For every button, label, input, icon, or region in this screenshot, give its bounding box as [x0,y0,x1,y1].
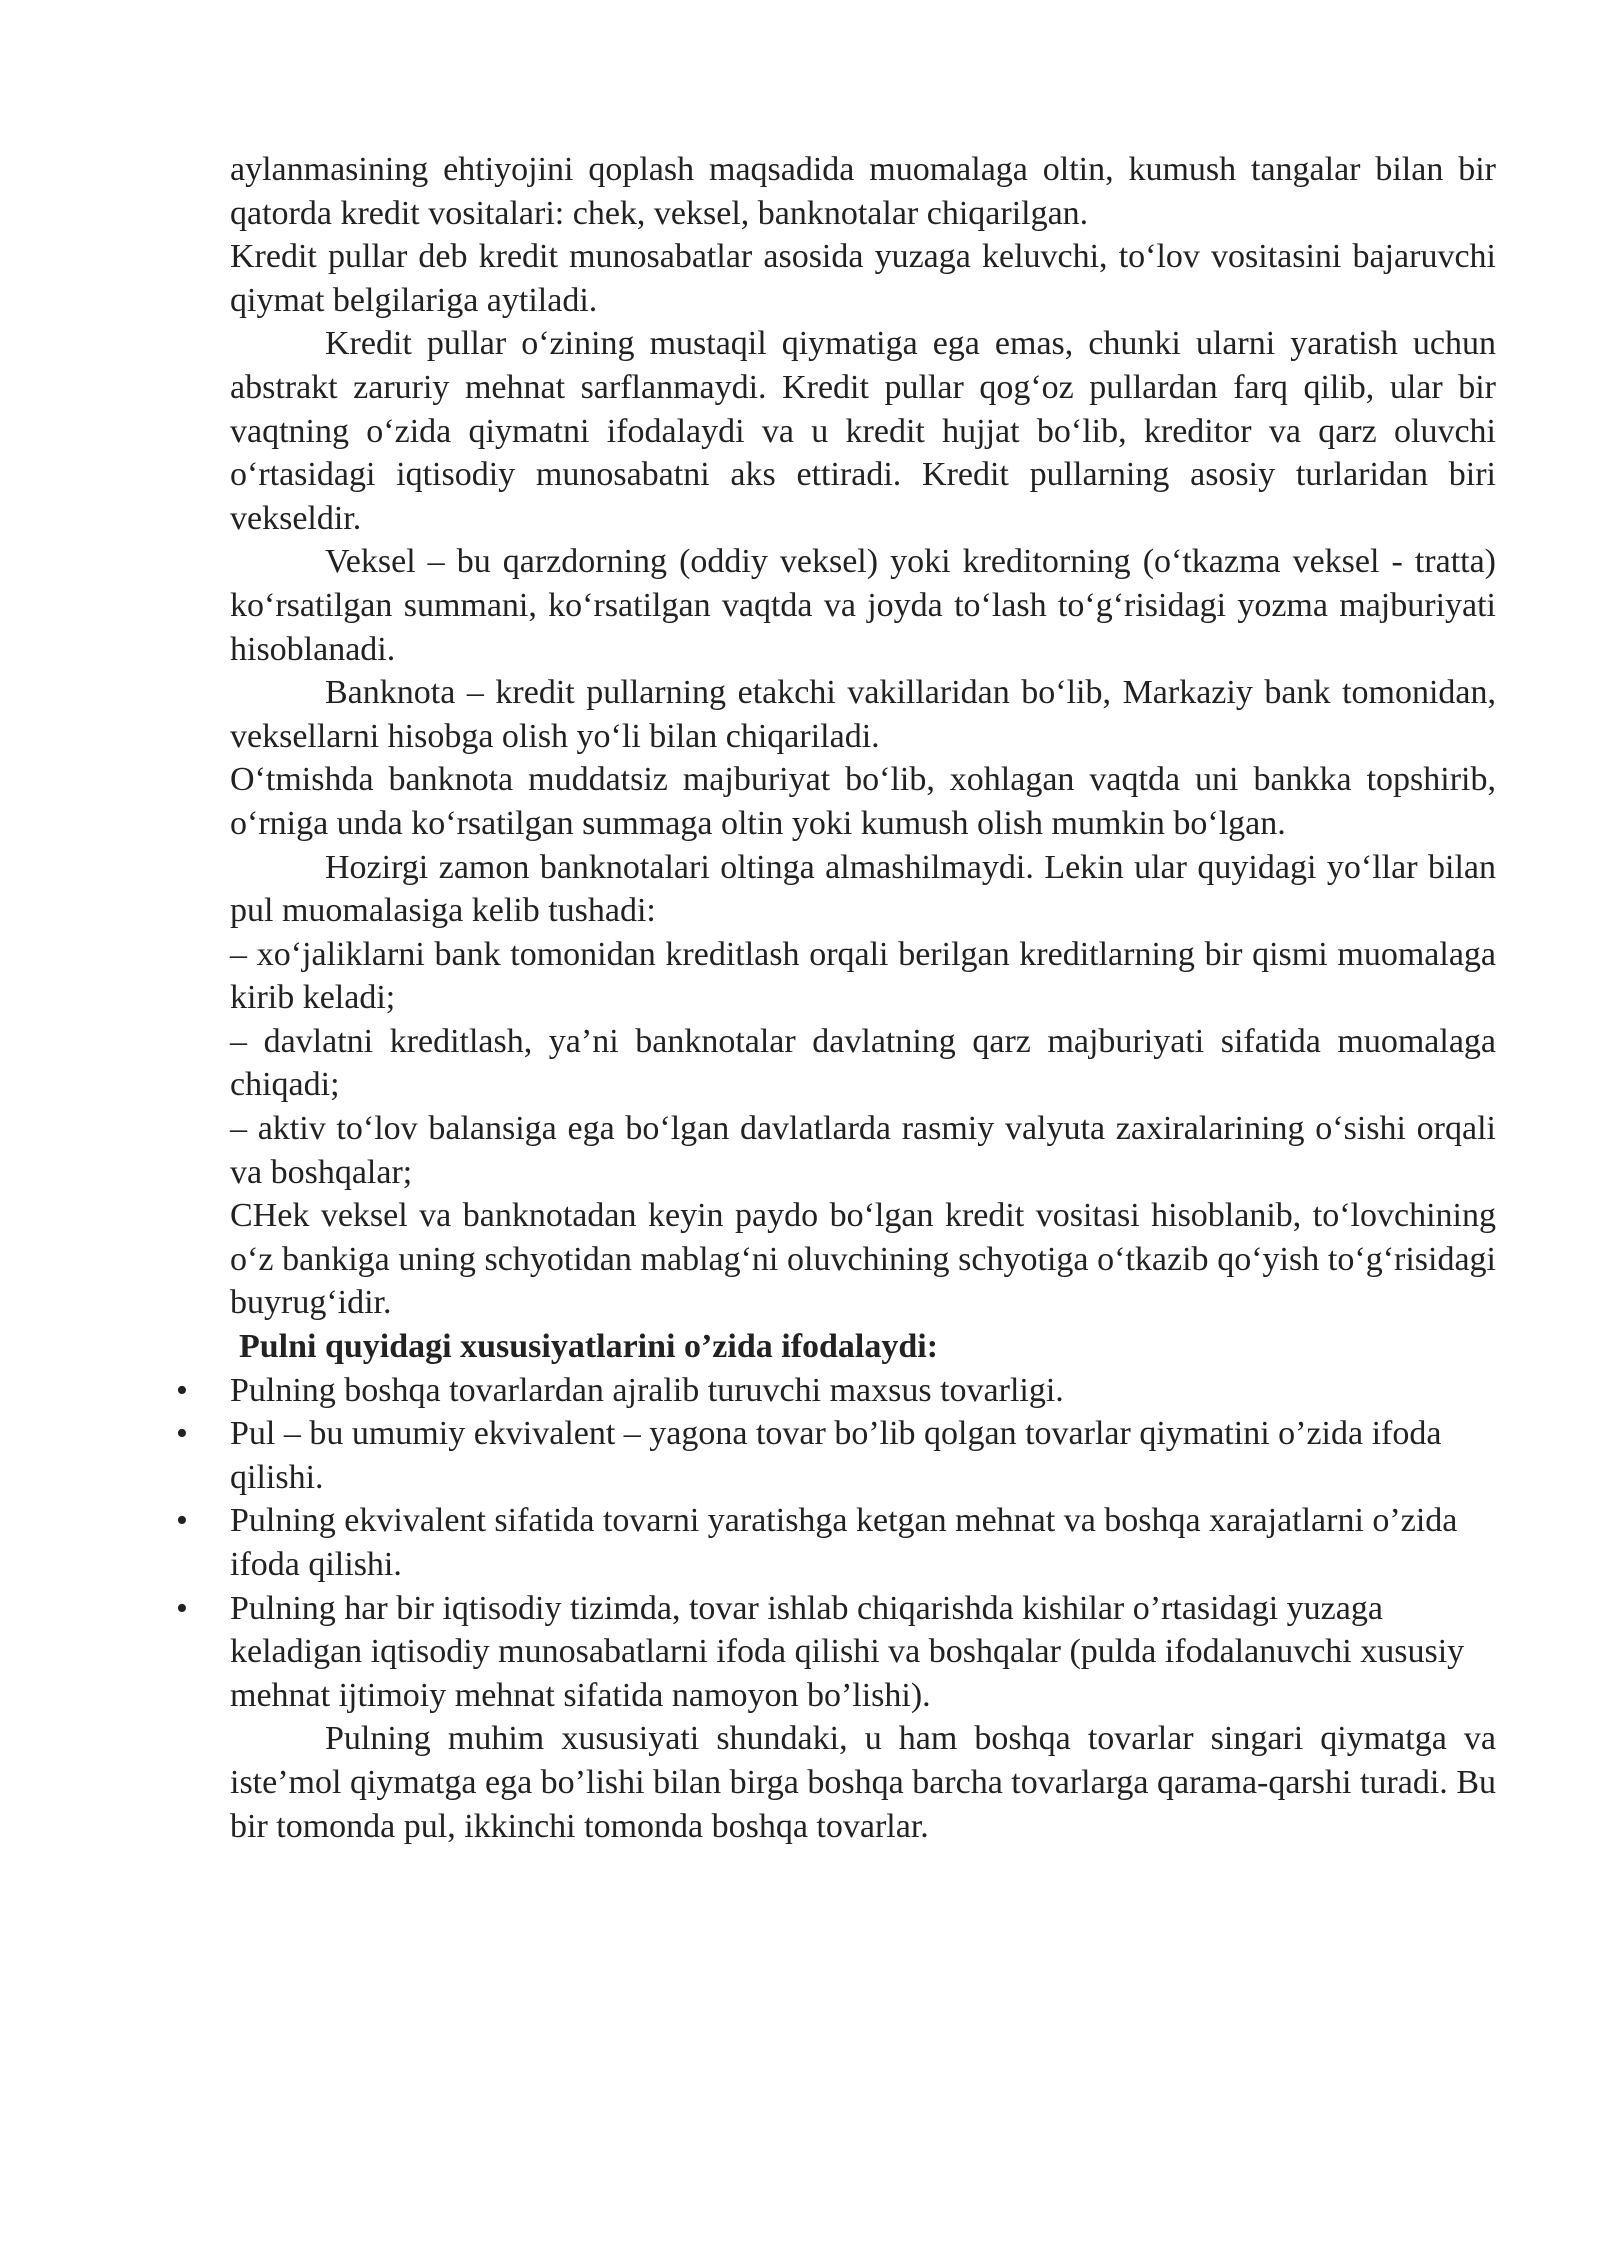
paragraph-banknota: Banknota – kredit pullarning etakchi vakillaridan bo‘lib, Markaziy bank tomonidan, veksellarni hisobga olish yo‘li bilan chiqariladi. [230,674,1496,755]
bullet-list [176,1369,1496,1718]
section-heading: Pulni quyidagi xususiyatlarini o’zida ifodalaydi: [239,1328,939,1366]
bullet-icon: • [176,1502,188,1540]
list-item [176,1587,1496,1718]
paragraph-closing: Pulning muhim xususiyati shundaki, u ham boshqa tovarlar singari qiymatga va iste’mol qiymatga ega bo’lishi bilan birga boshqa barcha tovarlarga qarama-qarshi turadi. Bu bir tomonda pul, ikkinchi tomonda boshqa tovarlar. [230,1720,1496,1845]
paragraph-check: CHek veksel va banknotadan keyin paydo bo‘lgan kredit vositasi hisoblanib, to‘lovchining o‘z bankiga uning schyotidan mablag‘ni oluvchining schyotiga o‘tkazib qo‘yish to‘g‘risidagi buyrug‘idir. [230,1197,1496,1322]
bullet-icon: • [176,1415,188,1453]
paragraph-banknota-past: O‘tmishda banknota muddatsiz majburiyat bo‘lib, xohlagan vaqtda uni bankka topshirib, o‘rniga unda ko‘rsatilgan summaga oltin yoki kumush olish mumkin bo‘lgan. [230,761,1496,842]
list-item-text: Pulning boshqa tovarlardan ajralib turuvchi maxsus tovarligi. [230,1371,1064,1409]
document-page [176,148,1496,1848]
list-item-text: Pulning ekvivalent sifatida tovarni yaratishga ketgan mehnat va boshqa xarajatlarni o’zida ifoda qilishi. [230,1502,1458,1583]
paragraph-continuation: aylanmasining ehtiyojini qoplash maqsadida muomalaga oltin, kumush tangalar bilan bir qatorda kredit vositalari: chek, veksel, banknotalar chiqarilgan. [230,151,1496,232]
list-item-text: Pul – bu umumiy ekvivalent – yagona tovar bo’lib qolgan tovarlar qiymatini o’zida ifoda qilishi. [230,1415,1442,1496]
paragraph-credit-money-value: Kredit pullar o‘zining mustaqil qiymatiga ega emas, chunki ularni yaratish uchun abstrakt zaruriy mehnat sarflanmaydi. Kredit pullar qog‘oz pullardan farq qilib, ular bir vaqtning o‘zida qiymatni ifodalaydi va u kredit hujjat bo‘lib, kreditor va qarz oluvchi o‘rtasidagi iqtisodiy munosabatni aks ettiradi. Kredit pullarning asosiy turlaridan biri vekseldir. [230,325,1496,537]
paragraph-credit-money-definition: Kredit pullar deb kredit munosabatlar asosida yuzaga keluvchi, to‘lov vositasini bajaruvchi qiymat belgilariga aytiladi. [230,238,1496,319]
list-item [176,1412,1496,1499]
dash-item-1: – xo‘jaliklarni bank tomonidan kreditlash orqali berilgan kreditlarning bir qismi muomalaga kirib keladi; [230,935,1496,1017]
bullet-icon: • [176,1371,188,1409]
paragraph-modern-banknotes: Hozirgi zamon banknotalari oltinga almashilmaydi. Lekin ular quyidagi yo‘llar bilan pul muomalasiga kelib tushadi: [230,848,1496,930]
bullet-icon: • [176,1589,188,1627]
dash-item-3: – aktiv to‘lov balansiga ega bo‘lgan davlatlarda rasmiy valyuta zaxiralarining o‘sishi orqali va boshqalar; [230,1110,1496,1191]
paragraph-veksel: Veksel – bu qarzdorning (oddiy veksel) yoki kreditorning (o‘tkazma veksel - tratta) ko‘rsatilgan summani, ko‘rsatilgan vaqtda va joyda to‘lash to‘g‘risidagi yozma majburiyati hisoblanadi. [230,543,1496,668]
dash-item-2: – davlatni kreditlash, ya’ni banknotalar davlatning qarz majburiyati sifatida muomalaga chiqadi; [230,1022,1496,1104]
list-item [176,1369,1496,1413]
list-item [176,1499,1496,1586]
list-item-text: Pulning har bir iqtisodiy tizimda, tovar ishlab chiqarishda kishilar o’rtasidagi yuzaga keladigan iqtisodiy munosabatlarni ifoda qilishi va boshqalar (pulda ifodalanuvchi xususiy mehnat ijtimoiy mehnat sifatida namoyon bo’lishi). [230,1589,1465,1714]
